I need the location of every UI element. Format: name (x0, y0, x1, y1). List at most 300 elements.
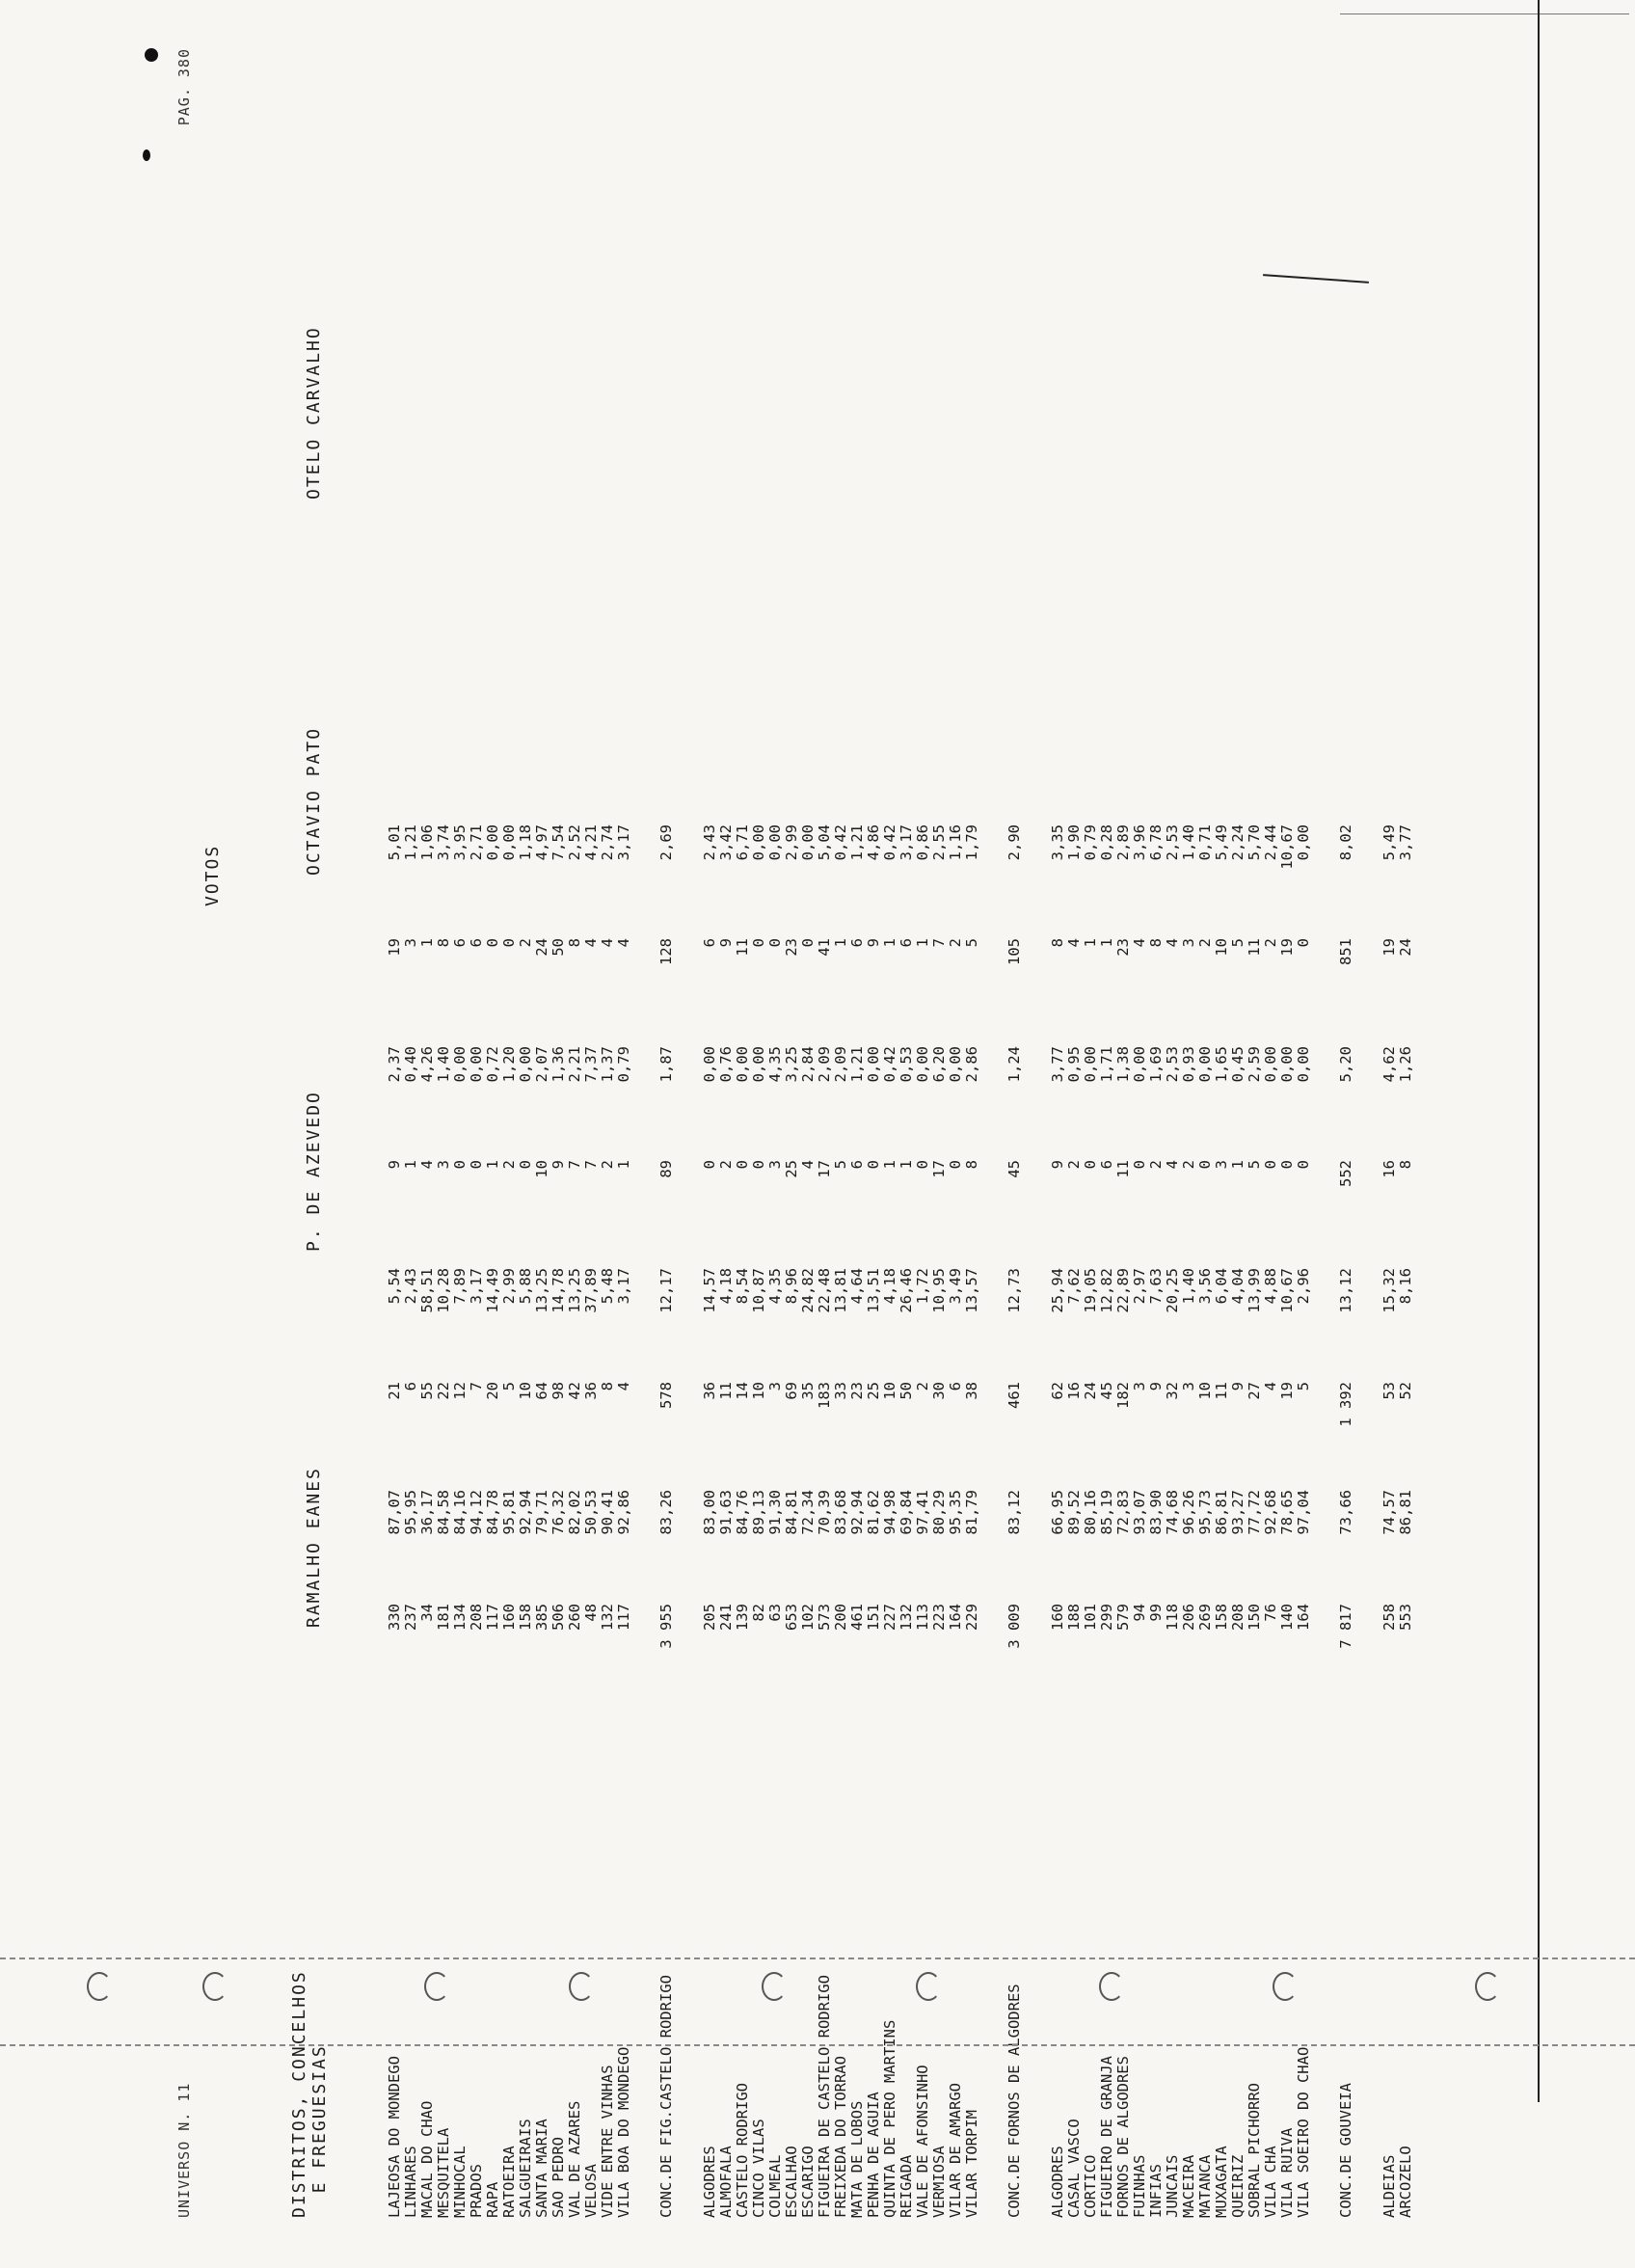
column-gap (615, 1451, 631, 1490)
otelo-percent: 1,79 (962, 824, 980, 861)
column-gap (914, 1229, 930, 1268)
pato-votes: 3 (434, 1160, 452, 1170)
pato-votes: 0 (913, 1160, 931, 1170)
pato-votes: 5 (1245, 1160, 1263, 1170)
ramalho-votes: 118 (1163, 1604, 1181, 1631)
azevedo-percent: 6,04 (1212, 1268, 1230, 1305)
column-gap (1196, 1451, 1213, 1490)
otelo-votes: 128 (657, 938, 675, 965)
column-gap (750, 1451, 766, 1490)
place-name: FORNOS DE ALGODRES (1113, 2056, 1132, 2218)
otelo-percent: 0,71 (1195, 824, 1214, 861)
otelo-percent: 0,00 (749, 824, 767, 861)
ramalho-votes: 132 (897, 1604, 915, 1631)
place-name: SANTA MARIA (532, 2119, 550, 2218)
otelo-votes: 11 (733, 938, 751, 957)
azevedo-votes: 12 (450, 1382, 469, 1400)
azevedo-votes: 578 (657, 1382, 675, 1409)
column-gap (963, 1229, 979, 1268)
column-gap (1049, 1008, 1065, 1046)
pato-votes: 3 (765, 1160, 784, 1170)
column-gap (1380, 1008, 1397, 1046)
otelo-votes: 7 (929, 938, 948, 948)
column-gap (1246, 1229, 1262, 1268)
pato-percent: 6,20 (929, 1046, 948, 1083)
column-gap (701, 1229, 717, 1268)
column-gap (766, 1008, 783, 1046)
place-name: FUINHAS (1130, 2154, 1148, 2218)
ramalho-votes: 237 (401, 1604, 419, 1631)
otelo-votes: 851 (1337, 938, 1354, 965)
ramalho-percent: 76,32 (549, 1490, 567, 1535)
otelo-votes: 10 (1212, 938, 1230, 957)
column-gap (1065, 1229, 1082, 1268)
otelo-votes: 2 (1261, 938, 1279, 948)
azevedo-votes: 22 (434, 1382, 452, 1400)
azevedo-votes: 9 (1146, 1382, 1165, 1391)
place-name: RATOEIRA (499, 2146, 518, 2218)
azevedo-votes: 4 (1261, 1382, 1279, 1391)
column-gap (865, 1229, 881, 1268)
column-gap (1082, 1008, 1098, 1046)
ramalho-percent: 92,68 (1261, 1490, 1279, 1535)
pato-votes: 2 (499, 1160, 518, 1170)
pato-votes: 2 (1146, 1160, 1165, 1170)
otelo-percent: 0,00 (765, 824, 784, 861)
pato-percent: 2,86 (962, 1046, 980, 1083)
azevedo-percent: 14,49 (483, 1268, 501, 1313)
ramalho-votes: 139 (733, 1604, 751, 1631)
ramalho-percent: 72,83 (1113, 1490, 1132, 1535)
ramalho-percent: 66,95 (1048, 1490, 1066, 1535)
otelo-votes: 0 (1294, 938, 1312, 948)
pato-votes: 2 (598, 1160, 616, 1170)
pato-votes: 0 (700, 1160, 718, 1170)
azevedo-percent: 19,05 (1081, 1268, 1099, 1313)
ramalho-percent: 95,73 (1195, 1490, 1214, 1535)
ramalho-percent: 81,62 (864, 1490, 882, 1535)
pato-votes: 1 (880, 1160, 898, 1170)
sprocket-hole (424, 1972, 449, 2001)
column-gap (566, 1229, 582, 1268)
ramalho-votes: 260 (565, 1604, 583, 1631)
pato-percent: 0,00 (749, 1046, 767, 1083)
pato-percent: 3,77 (1048, 1046, 1066, 1083)
column-gap (799, 1229, 816, 1268)
column-gap (517, 1451, 533, 1490)
votos-heading: VOTOS (202, 844, 223, 906)
place-name: ALMOFALA (716, 2146, 735, 2218)
azevedo-votes: 183 (815, 1382, 833, 1409)
azevedo-votes: 35 (798, 1382, 817, 1400)
otelo-percent: 2,52 (565, 824, 583, 861)
pato-votes: 0 (1277, 1160, 1296, 1170)
place-name: VILAR DE AMARGO (946, 2083, 964, 2218)
otelo-percent: 5,49 (1380, 824, 1398, 861)
azevedo-percent: 3,49 (946, 1268, 964, 1305)
pato-votes: 7 (565, 1160, 583, 1170)
column-gap (766, 1451, 783, 1490)
column-gap (1295, 1229, 1311, 1268)
azevedo-votes: 10 (880, 1382, 898, 1400)
ramalho-percent: 95,35 (946, 1490, 964, 1535)
place-name: ARCOZELO (1396, 2146, 1414, 2218)
column-gap (930, 1451, 947, 1490)
ramalho-percent: 93,07 (1130, 1490, 1148, 1535)
column-gap (1131, 1229, 1147, 1268)
azevedo-votes: 7 (467, 1382, 485, 1391)
azevedo-heading: P. DE AZEVEDO (304, 1091, 324, 1252)
otelo-votes: 4 (1130, 938, 1148, 948)
pato-votes: 0 (467, 1160, 485, 1170)
column-gap (1147, 1229, 1164, 1268)
otelo-votes: 23 (782, 938, 800, 957)
ramalho-percent: 69,84 (897, 1490, 915, 1535)
column-gap (963, 1451, 979, 1490)
column-gap (898, 1008, 914, 1046)
pato-percent: 0,42 (880, 1046, 898, 1083)
azevedo-votes: 36 (700, 1382, 718, 1400)
pato-votes: 16 (1380, 1160, 1398, 1178)
otelo-percent: 7,54 (549, 824, 567, 861)
ramalho-votes: 269 (1195, 1604, 1214, 1631)
pato-votes: 9 (1048, 1160, 1066, 1170)
azevedo-percent: 12,17 (657, 1268, 675, 1313)
ramalho-votes: 117 (614, 1604, 632, 1631)
azevedo-votes: 50 (897, 1382, 915, 1400)
place-name: FIGUEIRO DE GRANJA (1097, 2056, 1115, 2218)
otelo-percent: 6,71 (733, 824, 751, 861)
column-gap (914, 1451, 930, 1490)
place-name: CINCO VILAS (749, 2119, 767, 2218)
ramalho-percent: 73,66 (1337, 1490, 1354, 1535)
column-gap (930, 1229, 947, 1268)
azevedo-percent: 24,82 (798, 1268, 817, 1313)
ramalho-percent: 36,17 (417, 1490, 436, 1535)
otelo-percent: 3,95 (450, 824, 469, 861)
otelo-votes: 4 (581, 938, 600, 948)
column-gap (500, 1008, 517, 1046)
column-gap (1213, 1451, 1229, 1490)
column-gap (1295, 1451, 1311, 1490)
ramalho-percent: 83,12 (1005, 1490, 1023, 1535)
pato-percent: 3,25 (782, 1046, 800, 1083)
pato-votes: 6 (847, 1160, 866, 1170)
otelo-votes: 6 (847, 938, 866, 948)
column-gap (1380, 1451, 1397, 1490)
place-name: LAJEOSA DO MONDEGO (385, 2056, 403, 2218)
azevedo-votes: 5 (1294, 1382, 1312, 1391)
azevedo-percent: 3,56 (1195, 1268, 1214, 1305)
column-gap (947, 1008, 963, 1046)
azevedo-percent: 2,43 (401, 1268, 419, 1305)
column-gap (799, 1451, 816, 1490)
ramalho-percent: 74,68 (1163, 1490, 1181, 1535)
perforation-line (0, 2044, 1635, 2046)
ramalho-percent: 74,57 (1380, 1490, 1398, 1535)
column-gap (799, 1008, 816, 1046)
ramalho-percent: 84,16 (450, 1490, 469, 1535)
column-gap (816, 1451, 832, 1490)
pato-percent: 5,20 (1337, 1046, 1354, 1083)
azevedo-percent: 58,51 (417, 1268, 436, 1313)
pato-percent: 0,00 (1277, 1046, 1296, 1083)
ramalho-votes: 506 (549, 1604, 567, 1631)
column-gap (533, 1008, 549, 1046)
column-gap (451, 1451, 468, 1490)
column-gap (734, 1451, 750, 1490)
otelo-votes: 2 (516, 938, 534, 948)
azevedo-percent: 14,78 (549, 1268, 567, 1313)
azevedo-percent: 10,28 (434, 1268, 452, 1313)
otelo-votes: 4 (598, 938, 616, 948)
otelo-votes: 8 (434, 938, 452, 948)
azevedo-votes: 3 (1130, 1382, 1148, 1391)
column-gap (657, 1451, 676, 1490)
otelo-percent: 0,00 (798, 824, 817, 861)
azevedo-percent: 14,57 (700, 1268, 718, 1313)
sprocket-hole (916, 1972, 941, 2001)
pato-votes: 1 (1228, 1160, 1246, 1170)
azevedo-percent: 13,25 (532, 1268, 550, 1313)
place-name: CASAL VASCO (1064, 2119, 1083, 2218)
ramalho-percent: 83,90 (1146, 1490, 1165, 1535)
perforation-line (0, 1958, 1635, 1959)
azevedo-percent: 22,48 (815, 1268, 833, 1313)
ramalho-percent: 89,52 (1064, 1490, 1083, 1535)
azevedo-percent: 4,04 (1228, 1268, 1246, 1305)
place-name: PENHA DE AGUIA (864, 2092, 882, 2218)
pato-votes: 25 (782, 1160, 800, 1178)
place-name: VAL DE AZARES (565, 2100, 583, 2218)
ramalho-percent: 95,95 (401, 1490, 419, 1535)
column-gap (517, 1008, 533, 1046)
otelo-percent: 2,74 (598, 824, 616, 861)
ramalho-percent: 70,39 (815, 1490, 833, 1535)
column-gap (1164, 1008, 1180, 1046)
place-name: VILA BOA DO MONDEGO (614, 2046, 632, 2218)
azevedo-percent: 1,40 (1179, 1268, 1197, 1305)
azevedo-percent: 2,97 (1130, 1268, 1148, 1305)
column-gap (418, 1229, 435, 1268)
column-gap (549, 1229, 566, 1268)
azevedo-percent: 22,89 (1113, 1268, 1132, 1313)
place-name: VILA CHA (1261, 2146, 1279, 2218)
azevedo-votes: 6 (946, 1382, 964, 1391)
column-gap (1229, 1451, 1246, 1490)
pato-votes: 89 (657, 1160, 675, 1178)
sprocket-hole (569, 1972, 594, 2001)
column-gap (402, 1229, 418, 1268)
otelo-votes: 2 (1195, 938, 1214, 948)
otelo-percent: 3,35 (1048, 824, 1066, 861)
azevedo-votes: 32 (1163, 1382, 1181, 1400)
column-gap (615, 1229, 631, 1268)
otelo-votes: 19 (385, 938, 403, 957)
place-name: MACAL DO CHAO (417, 2100, 436, 2218)
place-name: MATA DE LOBOS (847, 2100, 866, 2218)
otelo-votes: 8 (1146, 938, 1165, 948)
column-gap (717, 1451, 734, 1490)
place-name: FIGUEIRA DE CASTELO RODRIGO (815, 1975, 833, 2218)
azevedo-votes: 182 (1113, 1382, 1132, 1409)
column-gap (1278, 1451, 1295, 1490)
otelo-votes: 3 (401, 938, 419, 948)
azevedo-votes: 10 (1195, 1382, 1214, 1400)
ramalho-votes: 227 (880, 1604, 898, 1631)
otelo-percent: 5,49 (1212, 824, 1230, 861)
azevedo-percent: 5,88 (516, 1268, 534, 1305)
column-gap (1213, 1008, 1229, 1046)
ramalho-percent: 83,68 (831, 1490, 849, 1535)
ramalho-votes: 158 (516, 1604, 534, 1631)
ramalho-percent: 84,76 (733, 1490, 751, 1535)
column-gap (451, 1008, 468, 1046)
column-gap (599, 1451, 615, 1490)
column-gap (1336, 1229, 1355, 1268)
column-gap (865, 1451, 881, 1490)
pato-votes: 3 (1212, 1160, 1230, 1170)
column-gap (1098, 1451, 1114, 1490)
ramalho-votes: 299 (1097, 1604, 1115, 1631)
column-gap (1131, 1008, 1147, 1046)
azevedo-percent: 37,89 (581, 1268, 600, 1313)
column-gap (1164, 1229, 1180, 1268)
column-gap (402, 1008, 418, 1046)
otelo-percent: 0,00 (1294, 824, 1312, 861)
page-number: PAG. 380 (175, 48, 193, 126)
pato-votes: 1 (897, 1160, 915, 1170)
ramalho-percent: 94,12 (467, 1490, 485, 1535)
ramalho-percent: 78,65 (1277, 1490, 1296, 1535)
ramalho-votes: 573 (815, 1604, 833, 1631)
ramalho-votes: 158 (1212, 1604, 1230, 1631)
pato-votes: 0 (946, 1160, 964, 1170)
column-gap (816, 1008, 832, 1046)
azevedo-votes: 11 (1212, 1382, 1230, 1400)
azevedo-percent: 26,46 (897, 1268, 915, 1313)
pato-percent: 0,00 (1195, 1046, 1214, 1083)
pato-percent: 0,00 (467, 1046, 485, 1083)
otelo-percent: 1,16 (946, 824, 964, 861)
ramalho-votes: 330 (385, 1604, 403, 1631)
azevedo-votes: 30 (929, 1382, 948, 1400)
azevedo-votes: 69 (782, 1382, 800, 1400)
column-gap (1164, 1451, 1180, 1490)
ramalho-percent: 84,58 (434, 1490, 452, 1535)
azevedo-percent: 25,94 (1048, 1268, 1066, 1313)
pato-percent: 2,07 (532, 1046, 550, 1083)
otelo-votes: 19 (1277, 938, 1296, 957)
azevedo-percent: 7,63 (1146, 1268, 1165, 1305)
sprocket-hole (87, 1972, 112, 2001)
column-gap (881, 1229, 898, 1268)
azevedo-percent: 8,16 (1396, 1268, 1414, 1305)
otelo-votes: 5 (962, 938, 980, 948)
ramalho-percent: 80,29 (929, 1490, 948, 1535)
column-gap (1180, 1451, 1196, 1490)
otelo-votes: 0 (483, 938, 501, 948)
column-gap (1397, 1229, 1413, 1268)
column-gap (947, 1229, 963, 1268)
otelo-votes: 24 (532, 938, 550, 957)
azevedo-percent: 4,18 (880, 1268, 898, 1305)
azevedo-votes: 10 (749, 1382, 767, 1400)
azevedo-percent: 8,96 (782, 1268, 800, 1305)
column-gap (1397, 1451, 1413, 1490)
place-name: MINHOCAL (450, 2146, 469, 2218)
otelo-percent: 3,42 (716, 824, 735, 861)
otelo-votes: 6 (700, 938, 718, 948)
pato-votes: 8 (1396, 1160, 1414, 1170)
pato-percent: 0,00 (1294, 1046, 1312, 1083)
pato-votes: 8 (962, 1160, 980, 1170)
place-name: CONC.DE GOUVEIA (1337, 2083, 1354, 2218)
column-gap (766, 1229, 783, 1268)
place-name: PRADOS (467, 2164, 485, 2218)
ramalho-votes: 3 955 (657, 1604, 675, 1649)
pato-votes: 11 (1113, 1160, 1132, 1178)
azevedo-votes: 27 (1245, 1382, 1263, 1400)
pato-percent: 0,79 (614, 1046, 632, 1083)
azevedo-percent: 7,62 (1064, 1268, 1083, 1305)
pato-percent: 1,38 (1113, 1046, 1132, 1083)
place-name: QUINTA DE PERO MARTINS (880, 2019, 898, 2218)
otelo-percent: 0,86 (913, 824, 931, 861)
otelo-votes: 41 (815, 938, 833, 957)
column-gap (816, 1229, 832, 1268)
column-gap (657, 1229, 676, 1268)
ramalho-votes: 164 (946, 1604, 964, 1631)
pato-percent: 4,26 (417, 1046, 436, 1083)
otelo-percent: 0,42 (831, 824, 849, 861)
ramalho-votes: 200 (831, 1604, 849, 1631)
otelo-percent: 0,42 (880, 824, 898, 861)
azevedo-percent: 3,17 (614, 1268, 632, 1305)
pato-percent: 2,59 (1245, 1046, 1263, 1083)
ramalho-percent: 89,13 (749, 1490, 767, 1535)
otelo-votes: 24 (1396, 938, 1414, 957)
ramalho-percent: 92,86 (614, 1490, 632, 1535)
place-name: ESCALHAO (782, 2146, 800, 2218)
otelo-percent: 2,99 (782, 824, 800, 861)
place-name: MACEIRA (1179, 2154, 1197, 2218)
otelo-percent: 2,90 (1005, 824, 1023, 861)
azevedo-percent: 12,82 (1097, 1268, 1115, 1313)
pato-votes: 5 (831, 1160, 849, 1170)
place-name: ESCARIGO (798, 2146, 817, 2218)
column-gap (1147, 1451, 1164, 1490)
column-gap (750, 1229, 766, 1268)
otelo-percent: 0,79 (1081, 824, 1099, 861)
otelo-votes: 1 (831, 938, 849, 948)
column-gap (582, 1451, 599, 1490)
otelo-votes: 50 (549, 938, 567, 957)
ramalho-votes: 208 (1228, 1604, 1246, 1631)
otelo-votes: 1 (913, 938, 931, 948)
ramalho-percent: 94,98 (880, 1490, 898, 1535)
pato-percent: 2,09 (831, 1046, 849, 1083)
column-gap (1336, 1451, 1355, 1490)
azevedo-percent: 3,17 (467, 1268, 485, 1305)
column-gap (1262, 1451, 1278, 1490)
column-gap (1114, 1229, 1131, 1268)
pato-percent: 0,00 (1081, 1046, 1099, 1083)
ramalho-percent: 86,81 (1212, 1490, 1230, 1535)
column-gap (1229, 1229, 1246, 1268)
sprocket-hole (1475, 1972, 1500, 2001)
ramalho-votes: 117 (483, 1604, 501, 1631)
